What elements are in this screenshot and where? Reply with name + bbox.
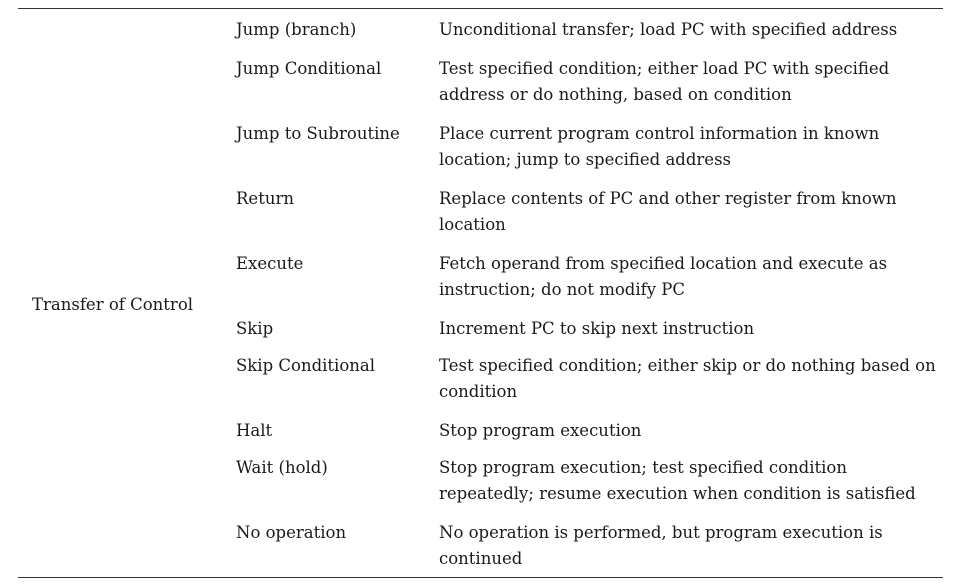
operation-name: Wait (hold) bbox=[236, 458, 328, 477]
operation-name: Skip Conditional bbox=[236, 356, 375, 375]
operation-description: Test specified condition; either load PC with specified address or do nothing, based on condition bbox=[439, 59, 890, 104]
instruction-table bbox=[18, 8, 943, 578]
operation-name: Execute bbox=[236, 254, 304, 273]
operation-name: Jump to Subroutine bbox=[236, 124, 400, 143]
operation-description: Stop program execution bbox=[439, 421, 642, 440]
operation-description: Place current program control information in known location; jump to specified address bbox=[439, 124, 880, 169]
operation-description: Test specified condition; either skip or do nothing based on condition bbox=[439, 356, 936, 401]
operation-name: Jump Conditional bbox=[236, 59, 382, 78]
operation-name: Halt bbox=[236, 421, 273, 440]
operation-description: Fetch operand from specified location and execute as instruction; do not modify PC bbox=[439, 254, 888, 299]
operation-description: Unconditional transfer; load PC with specified address bbox=[439, 20, 898, 39]
operation-name: Jump (branch) bbox=[236, 20, 357, 39]
operation-description: Increment PC to skip next instruction bbox=[439, 319, 755, 338]
operation-description: Replace contents of PC and other register from known location bbox=[439, 189, 897, 234]
operation-description: Stop program execution; test specified condition repeatedly; resume execution when condition is satisfied bbox=[439, 458, 916, 503]
operation-name: No operation bbox=[236, 523, 347, 542]
operation-name: Skip bbox=[236, 319, 274, 338]
category-label: Transfer of Control bbox=[32, 295, 194, 314]
operation-description: No operation is performed, but program execution is continued bbox=[439, 523, 883, 568]
operation-name: Return bbox=[236, 189, 294, 208]
